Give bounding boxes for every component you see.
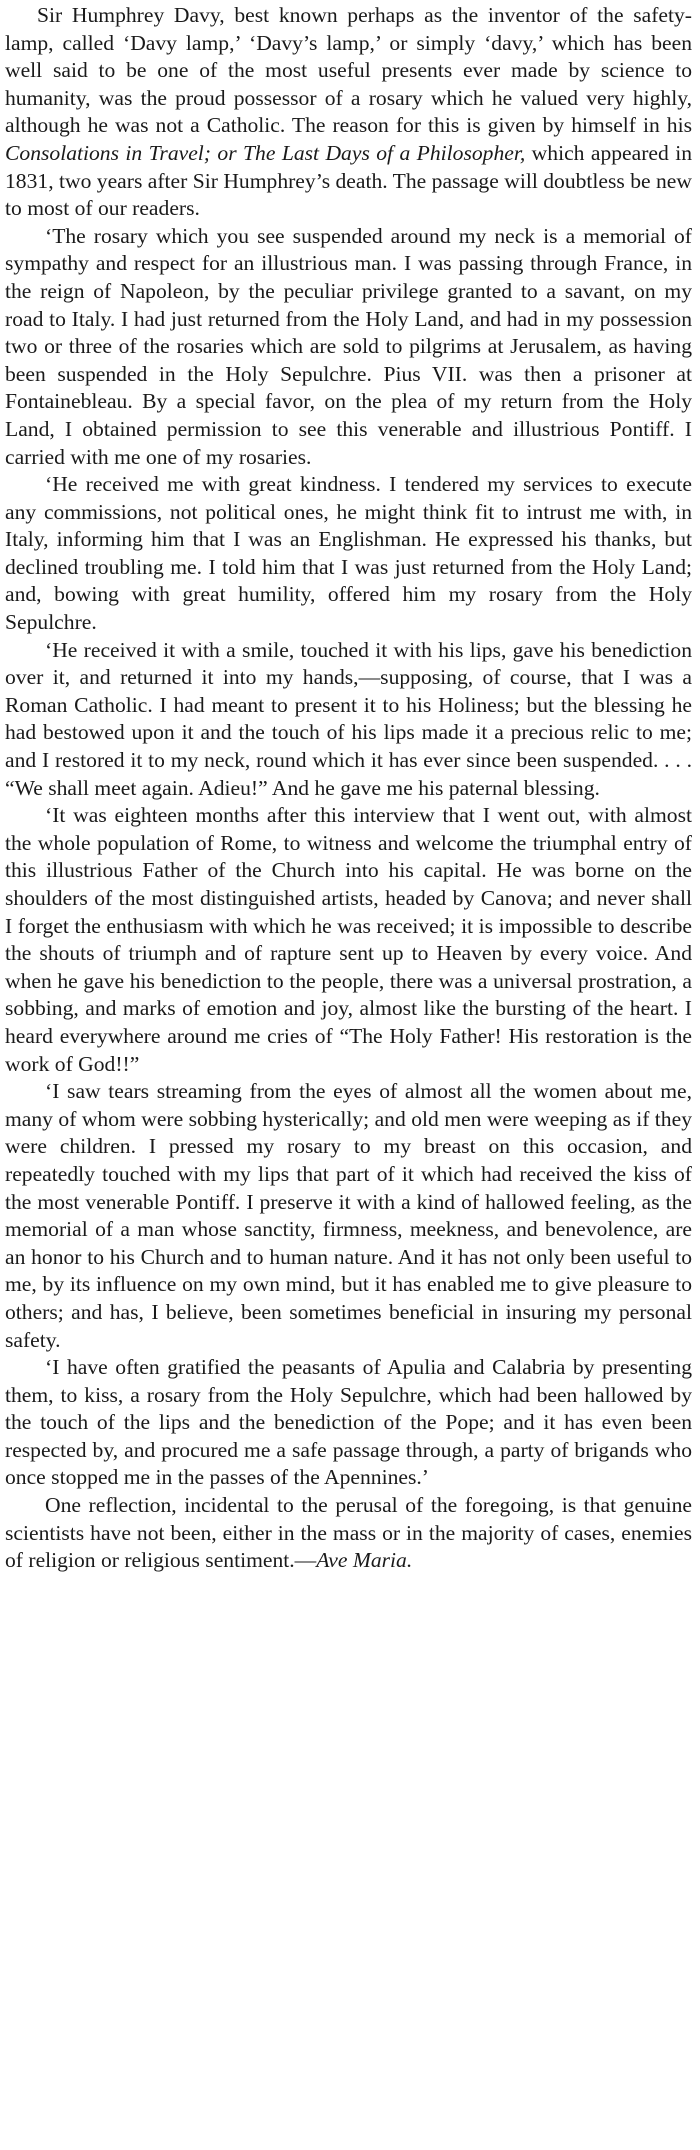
- paragraph-reflection: [5, 1492, 692, 1575]
- paragraph-received-smile-text: ‘He received it with a smile, touched it with his lips, gave his benediction over it, and returned it into my hands,—supposing, of course, that I was a Roman Catholic. I had meant to present it to his Holiness; but the blessing he had bestowed upon it and the touch of his lips made it a precious relic to me; and I restored it to my neck, round which it has ever since been suspended. . . . “We shall meet again. Adieu!” And he gave me his paternal blessing.: [5, 637, 692, 800]
- paragraph-received-smile: [5, 637, 692, 803]
- paragraph-received-kindness-text: ‘He received me with great kindness. I tendered my services to execute any commissions, not political ones, he might think fit to intrust me with, in Italy, informing him that I was an Englishman. He expressed his thanks, but declined troubling me. I told him that I was just returned from the Holy Land; and, bowing with great humility, offered him my rosary from the Holy Sepulchre.: [5, 472, 692, 635]
- source-citation: Ave Maria.: [316, 1548, 413, 1573]
- paragraph-received-kindness: [5, 471, 692, 637]
- paragraph-intro-text-2: which appeared in 1831, two years after Sir Humphrey’s death. The passage will doubtless be new to most of our readers.: [5, 140, 693, 221]
- paragraph-peasants: [5, 1354, 692, 1492]
- paragraph-rosary-memorial-text: ‘The rosary which you see suspended around my neck is a memorial of sympathy and respect for an illustrious man. I was passing through France, in the reign of Napoleon, by the peculiar privilege granted to a savant, on my road to Italy. I had just returned from the Holy Land, and had in my possession two or three of the rosaries which are sold to pilgrims at Jerusalem, as having been suspended in the Holy Sepulchre. Pius VII. was then a prisoner at Fontainebleau. By a special favor, on the plea of my return from the Holy Land, I obtained permission to see this venerable and illustrious Pontiff. I carried with me one of my rosaries.: [5, 223, 692, 469]
- paragraph-tears-text: ‘I saw tears streaming from the eyes of almost all the women about me, many of whom were sobbing hysterically; and old men were weeping as if they were children. I pressed my rosary to my breast on this occasion, and repeatedly touched with my lips that part of it which had received the kiss of the most venerable Pontiff. I preserve it with a kind of hallowed feeling, as the memorial of a man whose sanctity, firmness, meekness, and benevolence, are an honor to his Church and to human nature. And it has not only been useful to me, by its influence on my own mind, but it has enabled me to give pleasure to others; and has, I believe, been sometimes beneficial in insuring my personal safety.: [5, 1079, 692, 1352]
- paragraph-eighteen-months-text: ‘It was eighteen months after this interview that I went out, with almost the whole population of Rome, to witness and welcome the triumphal entry of this illustrious Father of the Church into his capital. He was borne on the shoulders of the most distinguished artists, headed by Canova; and never shall I forget the enthusiasm with which he was received; it is impossible to describe the shouts of triumph and of rapture sent up to Heaven by every voice. And when he gave his benediction to the people, there was a universal prostration, a sobbing, and marks of emotion and joy, almost like the bursting of the heart. I heard everywhere around me cries of “The Holy Father! His restoration is the work of God!!”: [5, 803, 692, 1076]
- book-title-consolations: Consolations in Travel; or The Last Days of a Philosopher,: [5, 140, 526, 165]
- paragraph-intro-text-1: Sir Humphrey Davy, best known perhaps as the inventor of the safety-lamp, called ‘Davy lamp,’ ‘Davy’s lamp,’ or simply ‘davy,’ which has been well said to be one of the most useful presents ever made by science to humanity, was the proud possessor of a rosary which he valued very highly, although he was not a Catholic. The reason for this is given by himself in his: [5, 3, 692, 138]
- paragraph-peasants-text: ‘I have often gratified the peasants of Apulia and Calabria by presenting them, to kiss, a rosary from the Holy Sepulchre, which had been hallowed by the touch of the lips and the benediction of the Pope; and it has even been respected by, and procured me a safe passage through, a party of brigands who once stopped me in the passes of the Apennines.’: [5, 1355, 692, 1490]
- paragraph-eighteen-months: [5, 802, 692, 1078]
- paragraph-tears: [5, 1078, 692, 1354]
- paragraph-intro: [5, 2, 692, 223]
- paragraph-reflection-text: One reflection, incidental to the perusal of the foregoing, is that genuine scientists have not been, either in the mass or in the majority of cases, enemies of religion or religious sentiment.—: [5, 1493, 692, 1573]
- paragraph-rosary-memorial: [5, 223, 692, 471]
